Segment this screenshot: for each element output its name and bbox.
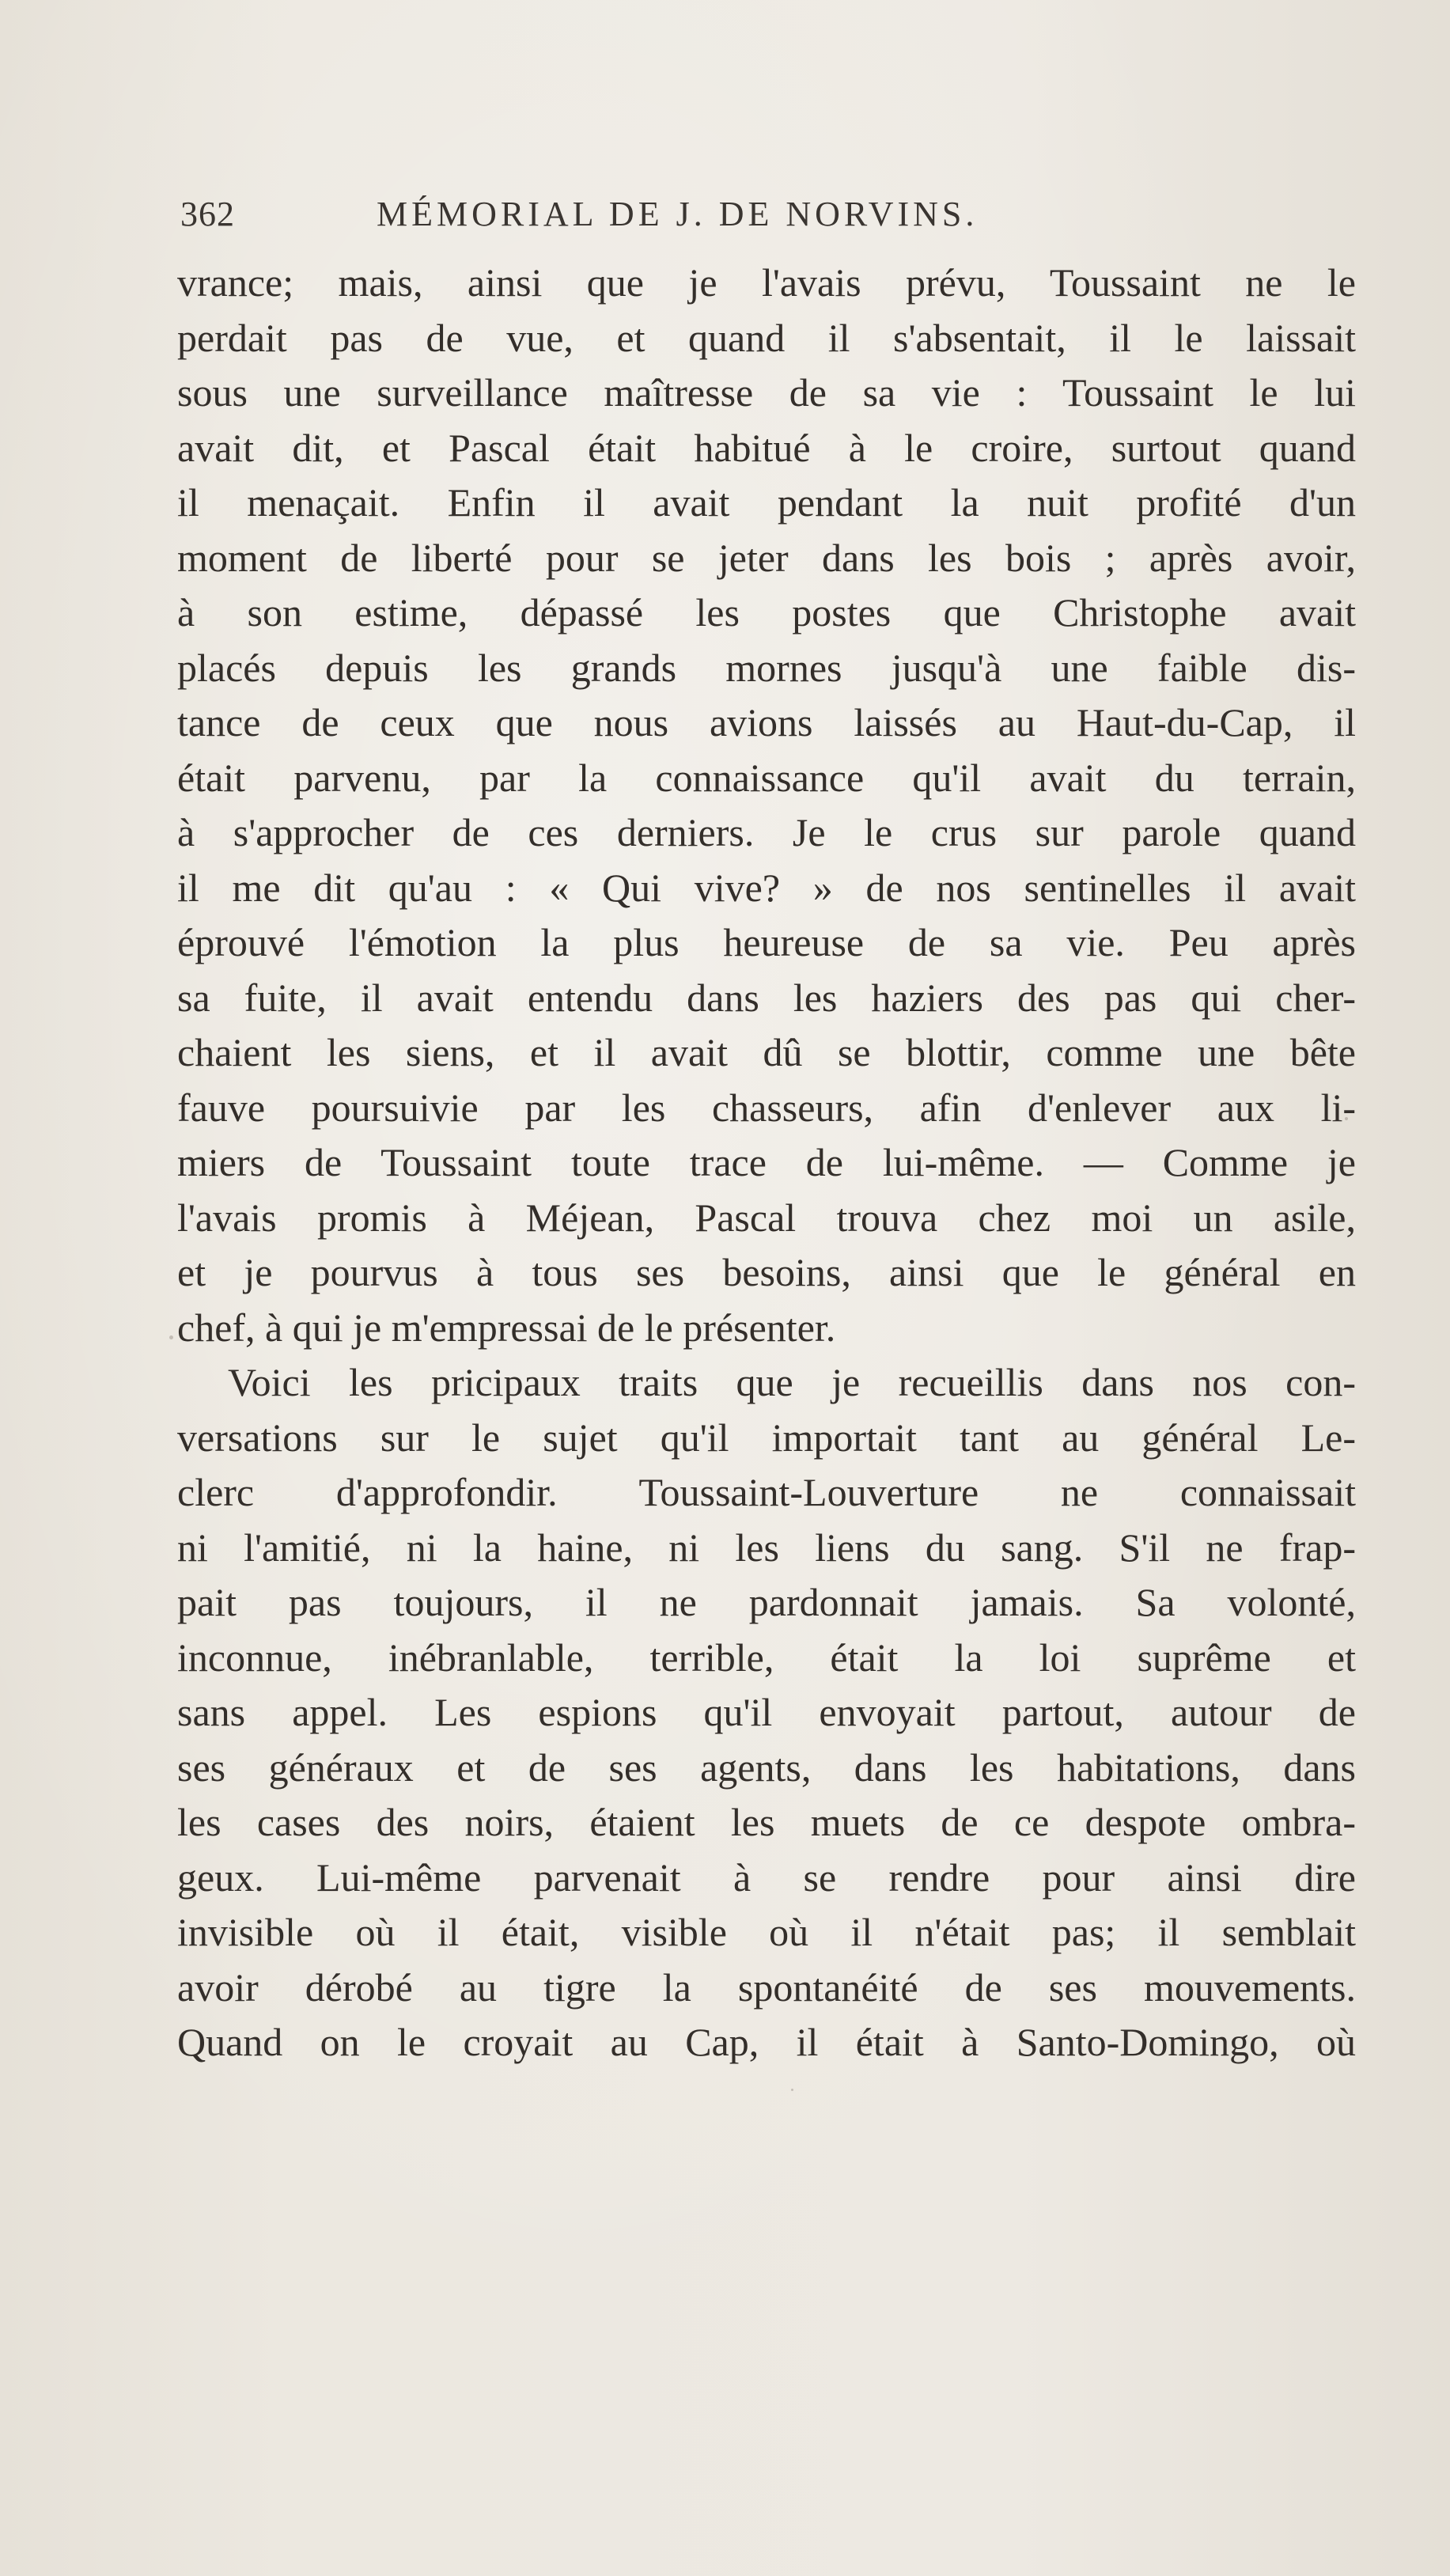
page-header bbox=[180, 194, 1319, 249]
paper-speck bbox=[1345, 1117, 1348, 1120]
text-line: et je pourvus à tous ses besoins, ainsi que le général en bbox=[177, 1250, 1356, 1294]
text-line: pait pas toujours, il ne pardonnait jamais. Sa volonté, bbox=[177, 1580, 1356, 1624]
text-line: sans appel. Les espions qu'il envoyait partout, autour de bbox=[177, 1690, 1356, 1734]
text-line: geux. Lui-même parvenait à se rendre pour ainsi dire bbox=[177, 1854, 1356, 1900]
text-line: moment de liberté pour se jeter dans les bois ; après avoir, bbox=[177, 535, 1356, 580]
text-line: ses généraux et de ses agents, dans les habitations, dans bbox=[177, 1744, 1356, 1790]
text-line: avoir dérobé au tigre la spontanéité de ses mouvements. bbox=[177, 1964, 1356, 2010]
text-line: l'avais promis à Méjean, Pascal trouva chez moi un asile, bbox=[177, 1195, 1356, 1240]
text-line: fauve poursuivie par les chasseurs, afin d'enlever aux li- bbox=[177, 1085, 1356, 1130]
text-line: avait dit, et Pascal était habitué à le croire, surtout quand bbox=[177, 425, 1356, 470]
text-line: invisible où il était, visible où il n'était pas; il semblait bbox=[177, 1910, 1356, 1954]
running-title: MÉMORIAL DE J. DE NORVINS. bbox=[377, 195, 979, 233]
page-number: 362 bbox=[180, 195, 235, 233]
text-line: placés depuis les grands mornes jusqu'à une faible dis- bbox=[177, 645, 1356, 690]
text-line: miers de Toussaint toute trace de lui-même. — Comme je bbox=[177, 1140, 1356, 1184]
text-line: perdait pas de vue, et quand il s'absentait, il le laissait bbox=[177, 315, 1356, 360]
text-line: les cases des noirs, étaient les muets de ce despote ombra- bbox=[177, 1800, 1356, 1844]
text-line: chaient les siens, et il avait dû se blottir, comme une bête bbox=[177, 1030, 1356, 1074]
text-line: sa fuite, il avait entendu dans les haziers des pas qui cher- bbox=[177, 975, 1356, 1020]
text-line: éprouvé l'émotion la plus heureuse de sa vie. Peu après bbox=[177, 920, 1356, 964]
text-line: il me dit qu'au : « Qui vive? » de nos sentinelles il avait bbox=[177, 865, 1356, 910]
text-line: clerc d'approfondir. Toussaint-Louverture ne connaissait bbox=[177, 1470, 1356, 1514]
text-line: inconnue, inébranlable, terrible, était la loi suprême et bbox=[177, 1635, 1356, 1680]
text-line: ni l'amitié, ni la haine, ni les liens du sang. S'il ne frap- bbox=[177, 1525, 1356, 1570]
text-line: à s'approcher de ces derniers. Je le crus sur parole quand bbox=[177, 810, 1356, 854]
paper-speck bbox=[791, 2089, 793, 2091]
text-line: sous une surveillance maîtresse de sa vie : Toussaint le lui bbox=[177, 370, 1356, 415]
text-line: il menaçait. Enfin il avait pendant la nuit profité d'un bbox=[177, 480, 1356, 525]
paper-speck bbox=[169, 1335, 173, 1339]
text-line: Quand on le croyait au Cap, il était à Santo-Domingo, où bbox=[177, 2020, 1356, 2064]
text-line: tance de ceux que nous avions laissés au Haut-du-Cap, il bbox=[177, 700, 1356, 744]
text-line: était parvenu, par la connaissance qu'il avait du terrain, bbox=[177, 755, 1356, 800]
text-line: versations sur le sujet qu'il importait tant au général Le- bbox=[177, 1415, 1356, 1460]
text-line: Voici les pricipaux traits que je recueillis dans nos con- bbox=[228, 1360, 1356, 1404]
body-text bbox=[177, 256, 1356, 2070]
text-line: vrance; mais, ainsi que je l'avais prévu, Toussaint ne le bbox=[177, 260, 1356, 305]
text-line: chef, à qui je m'empressai de le présenter. bbox=[177, 1305, 836, 1350]
text-line: à son estime, dépassé les postes que Christophe avait bbox=[177, 590, 1356, 635]
